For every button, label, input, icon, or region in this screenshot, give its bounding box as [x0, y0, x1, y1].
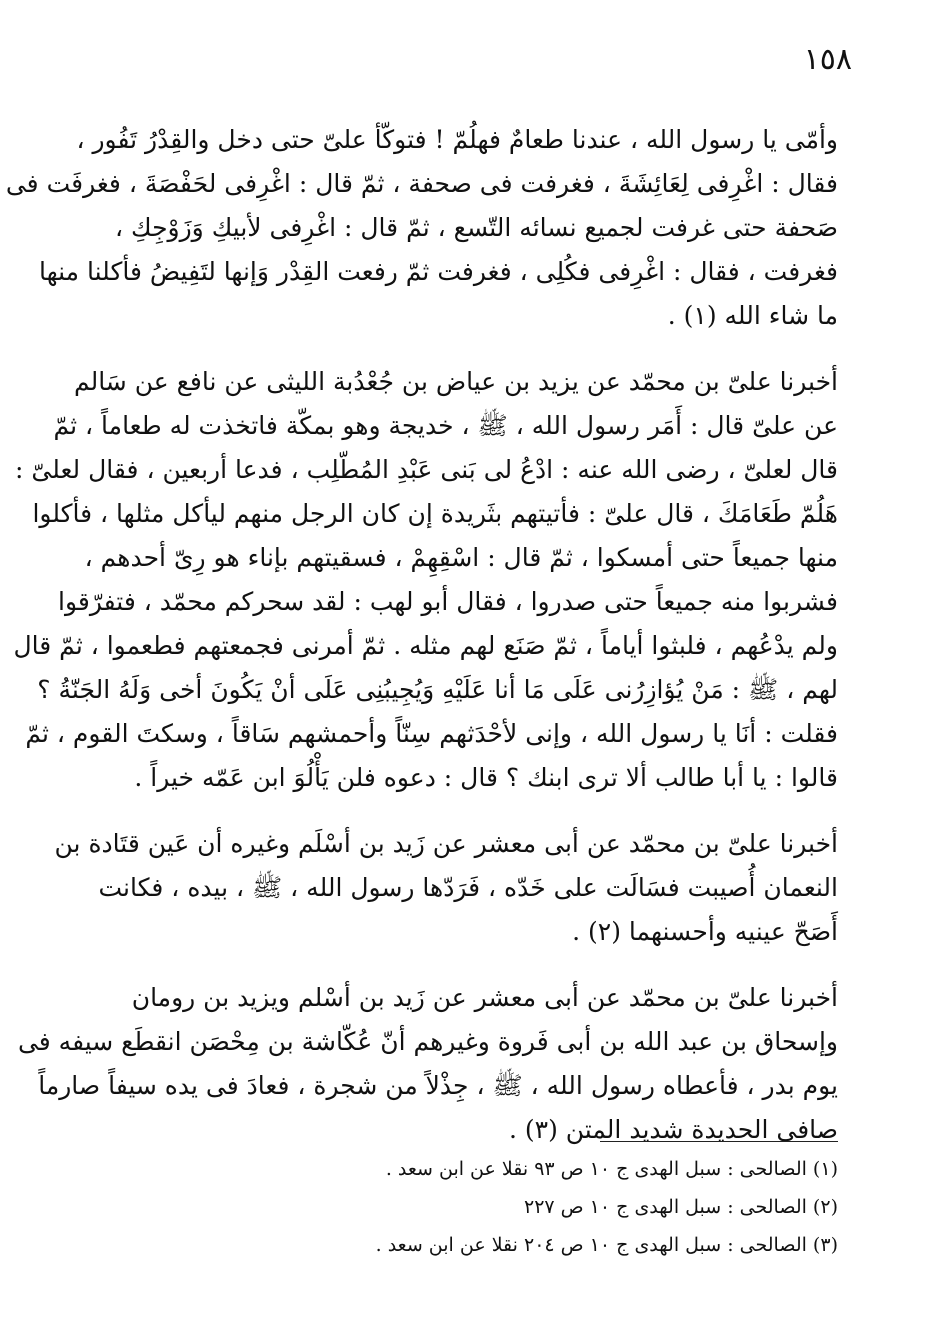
footnote-2: (٢) الصالحى : سبل الهدى ج ١٠ ص ٢٢٧ — [523, 1196, 838, 1218]
text-line: يوم بدر ، فأعطاه رسول الله ، ﷺ ، جِذْلاً من شجرة ، فعادَ فى يده سيفاً صارماً — [38, 1071, 838, 1100]
text-line: فغرفت ، فقال : اغْرِفى فكُلِى ، فغرفت ثمّ رفعت القِدْر وَإنها لتَفِيضُ فأكلنا منها — [39, 257, 838, 286]
text-line: ما شاء الله (١) . — [667, 301, 838, 330]
text-line: أَصَحّ عينيه وأحسنهما (٢) . — [572, 917, 838, 946]
text-line: فقلت : أنَا يا رسول الله ، وإنى لأحْدَثهم سِنّاً وأحمشهم سَاقاً ، وسكتَ القوم ، ثمّ — [25, 719, 838, 748]
footnotes — [138, 1150, 838, 1264]
paragraph-4 — [17, 976, 838, 1152]
text-line: قالوا : يا أبا طالب ألا ترى ابنك ؟ قال : دعوه فلن يَأْلُوَ ابن عَمّه خيراً . — [134, 763, 838, 792]
paragraph-2 — [13, 360, 838, 800]
paragraph-3 — [54, 822, 838, 954]
footnote-3: (٣) الصالحى : سبل الهدى ج ١٠ ص ٢٠٤ نقلا عن ابن سعد . — [375, 1234, 838, 1256]
page-number: ١٥٨ — [803, 42, 852, 77]
text-line: وإسحاق بن عبد الله بن أبى فَروة وغيرهم أنّ عُكّاشة بن مِحْصَن انقطَع سيفه فى — [17, 1027, 838, 1056]
text-line: صافى الحديدة شديد المتن (٣) . — [508, 1115, 838, 1144]
text-line: أخبرنا علىّ بن محمّد عن يزيد بن عياض بن جُعْدُبة الليثى عن نافع عن سَالم — [73, 367, 838, 396]
text-line: منها جميعاً حتى أمسكوا ، ثمّ قال : اسْقِهِمْ ، فسقيتهم بإناء هو رِىّ أحدهم ، — [84, 543, 838, 572]
text-line: هَلُمّ طَعَامَكَ ، قال علىّ : فأتيتهم بثَريدة إن كان الرجل منهم ليأكل مثلها ، فأكلوا — [32, 499, 838, 528]
text-line: لهم ، ﷺ : مَنْ يُؤازِرُنى عَلَى مَا أنا عَلَيْهِ وَيُجِيبُنِى عَلَى أنْ يَكُونَ أخى وَلَهُ الجَنّةُ ؟ — [37, 675, 838, 704]
footnote-1: (١) الصالحى : سبل الهدى ج ١٠ ص ٩٣ نقلا عن ابن سعد . — [385, 1158, 838, 1180]
text-line: أخبرنا علىّ بن محمّد عن أبى معشر عن زَيد بن أسْلَم وغيره أن عَين قتَادة بن — [54, 829, 838, 858]
text-line: فشربوا منه جميعاً حتى صدروا ، فقال أبو لهب : لقد سحركم محمّد ، فتفرّقوا — [58, 587, 838, 616]
text-line: صَحفة حتى غرفت لجميع نسائه التّسع ، ثمّ قال : اغْرِفى لأبيكِ وَزَوْجِكِ ، — [115, 213, 838, 242]
text-line: أخبرنا علىّ بن محمّد عن أبى معشر عن زَيد بن أسْلم ويزيد بن رومان — [131, 983, 838, 1012]
text-line: فقال : اغْرِفى لِعَائِشَةَ ، فغرفت فى صحفة ، ثمّ قال : اغْرِفى لحَفْصَةَ ، فغرفَت فى — [5, 169, 838, 198]
text-line: قال لعلىّ ، رضى الله عنه : ادْعُ لى بَنى عَبْدِ المُطّلِب ، فدعا أربعين ، فقال لعلىّ : — [15, 455, 838, 484]
text-line: النعمان أُصيبت فسَالَت على خَدّه ، فَرَدّها رسول الله ، ﷺ ، بيده ، فكانت — [98, 873, 838, 902]
body-text — [5, 118, 838, 1174]
paragraph-1 — [5, 118, 838, 338]
text-line: ولم يدْعُهم ، فلبثوا أياماً ، ثمّ صَنَع لهم مثله . ثمّ أمرنى فجمعتهم فطعموا ، ثمّ قال — [13, 631, 838, 660]
footnote-divider — [600, 1141, 838, 1142]
text-line: عن علىّ قال : أَمَر رسول الله ، ﷺ ، خديجة وهو بمكّة فاتخذت له طعاماً ، ثمّ — [53, 411, 838, 440]
text-line: وأمّى يا رسول الله ، عندنا طعامٌ فهلُمّ ! فتوكّأ علىّ حتى دخل والقِدْرُ تَفُور ، — [76, 125, 838, 154]
